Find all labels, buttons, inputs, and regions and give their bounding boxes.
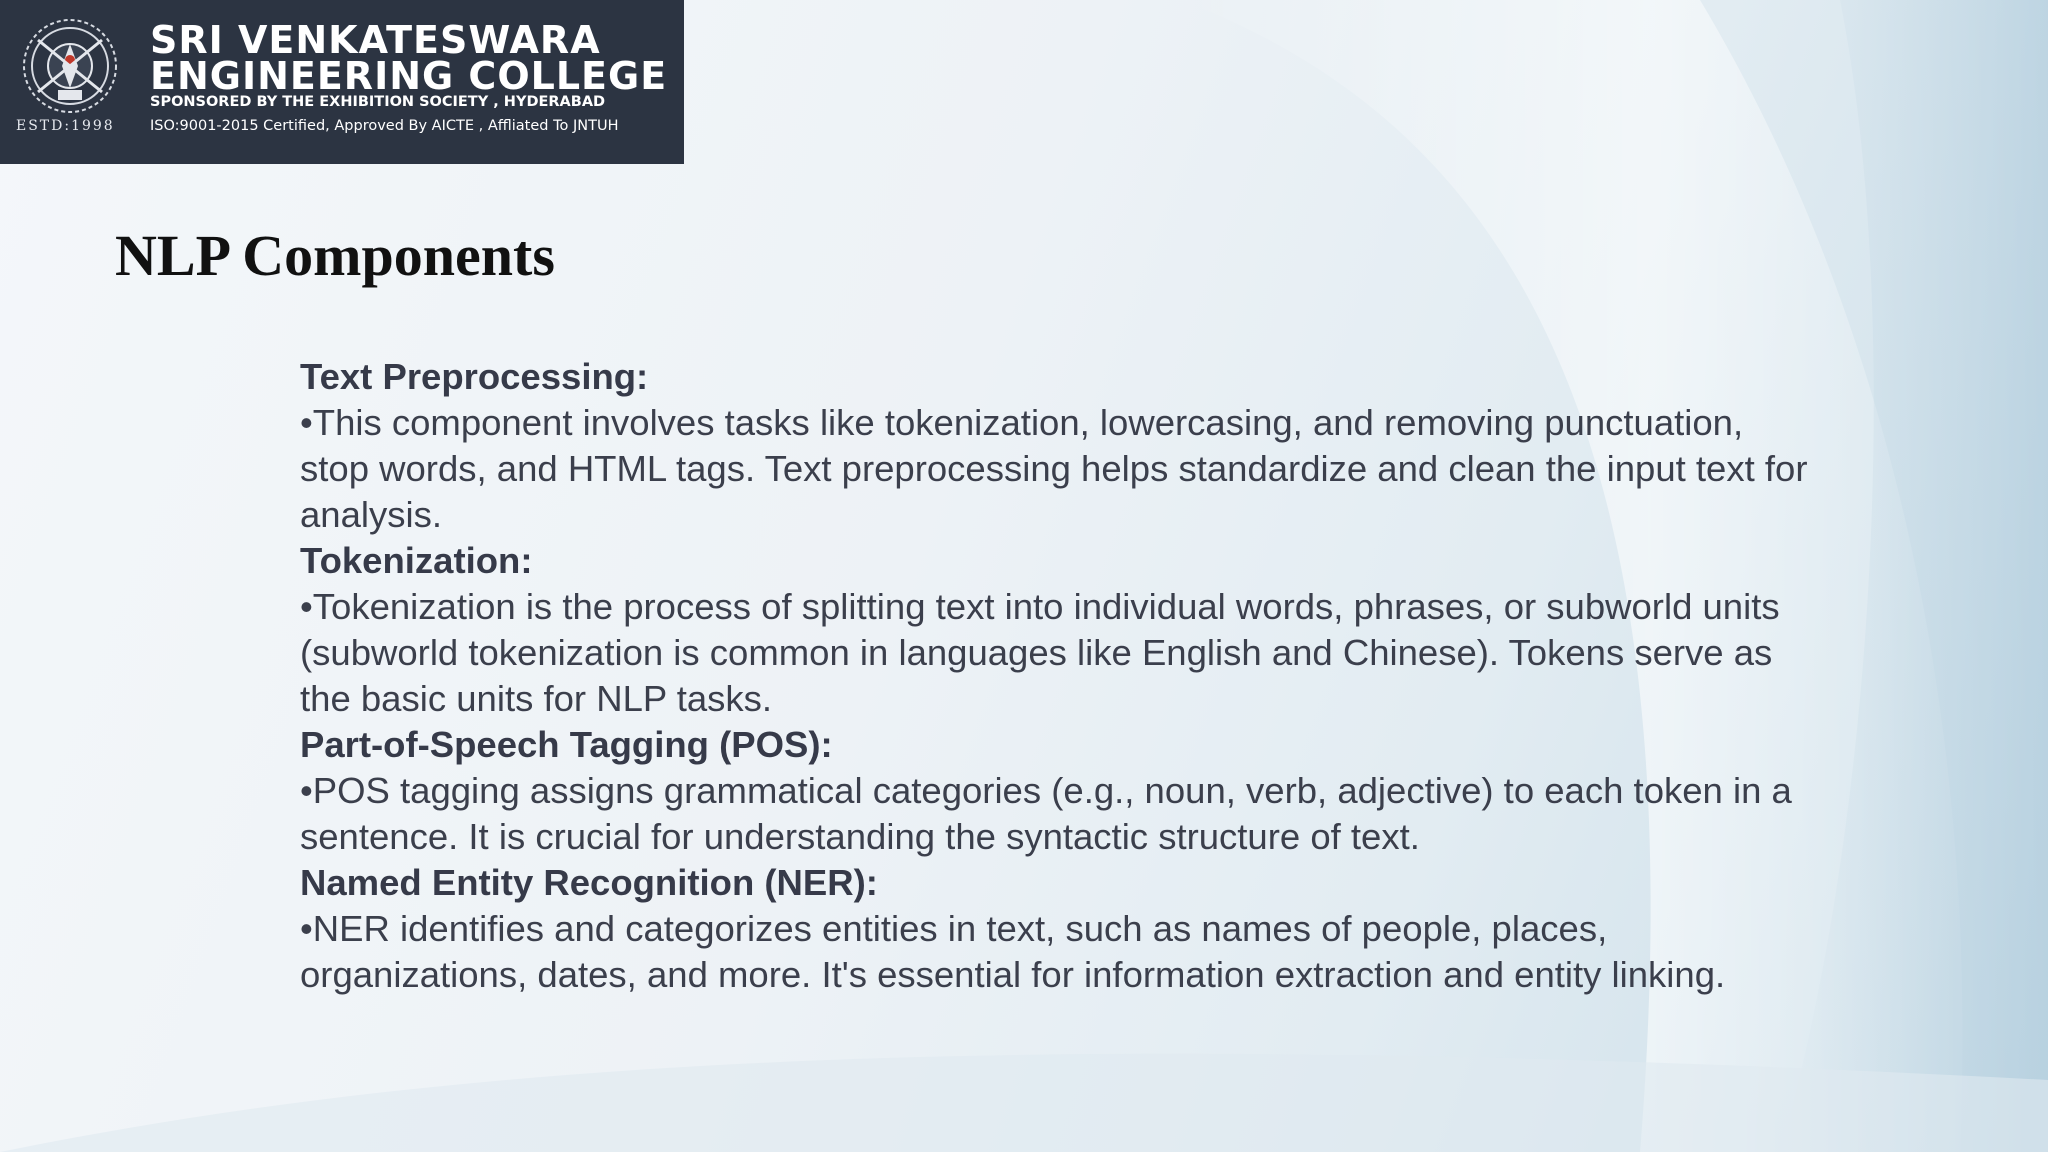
section-body: •POS tagging assigns grammatical categories (e.g., noun, verb, adjective) to each token in a sentence. It is crucial for understanding the syntactic structure of text. xyxy=(300,770,1792,857)
accreditation-line: ISO:9001-2015 Certified, Approved By AICTE , Affliated To JNTUH xyxy=(150,118,619,134)
college-name-line2: ENGINEERING COLLEGE xyxy=(150,54,668,98)
section-heading: Tokenization: xyxy=(300,540,533,581)
college-header-banner xyxy=(0,0,684,164)
section-body: •NER identifies and categorizes entities in text, such as names of people, places, organizations, dates, and more. It's essential for information extraction and entity linking. xyxy=(300,908,1726,995)
slide-body xyxy=(300,354,1820,998)
section-text-preprocessing xyxy=(300,354,1820,538)
section-body: •Tokenization is the process of splitting text into individual words, phrases, or subworld units (subworld tokenization is common in languages like English and Chinese). Tokens serve as the basic units for NLP tasks. xyxy=(300,586,1780,719)
section-heading: Part-of-Speech Tagging (POS): xyxy=(300,724,833,765)
section-body: •This component involves tasks like tokenization, lowercasing, and removing punctuation, stop words, and HTML tags. Text preprocessing helps standardize and clean the input text for analysis. xyxy=(300,402,1808,535)
section-tokenization xyxy=(300,538,1820,722)
section-heading: Named Entity Recognition (NER): xyxy=(300,862,878,903)
sponsor-line: SPONSORED BY THE EXHIBITION SOCIETY , HYDERABAD xyxy=(150,94,606,110)
section-heading: Text Preprocessing: xyxy=(300,356,649,397)
college-seal-icon xyxy=(12,16,128,116)
section-pos-tagging xyxy=(300,722,1820,860)
college-name-line1: SRI VENKATESWARA xyxy=(150,18,601,62)
established-year: ESTD:1998 xyxy=(16,118,115,134)
slide-title: NLP Components xyxy=(115,223,555,288)
section-ner xyxy=(300,860,1820,998)
